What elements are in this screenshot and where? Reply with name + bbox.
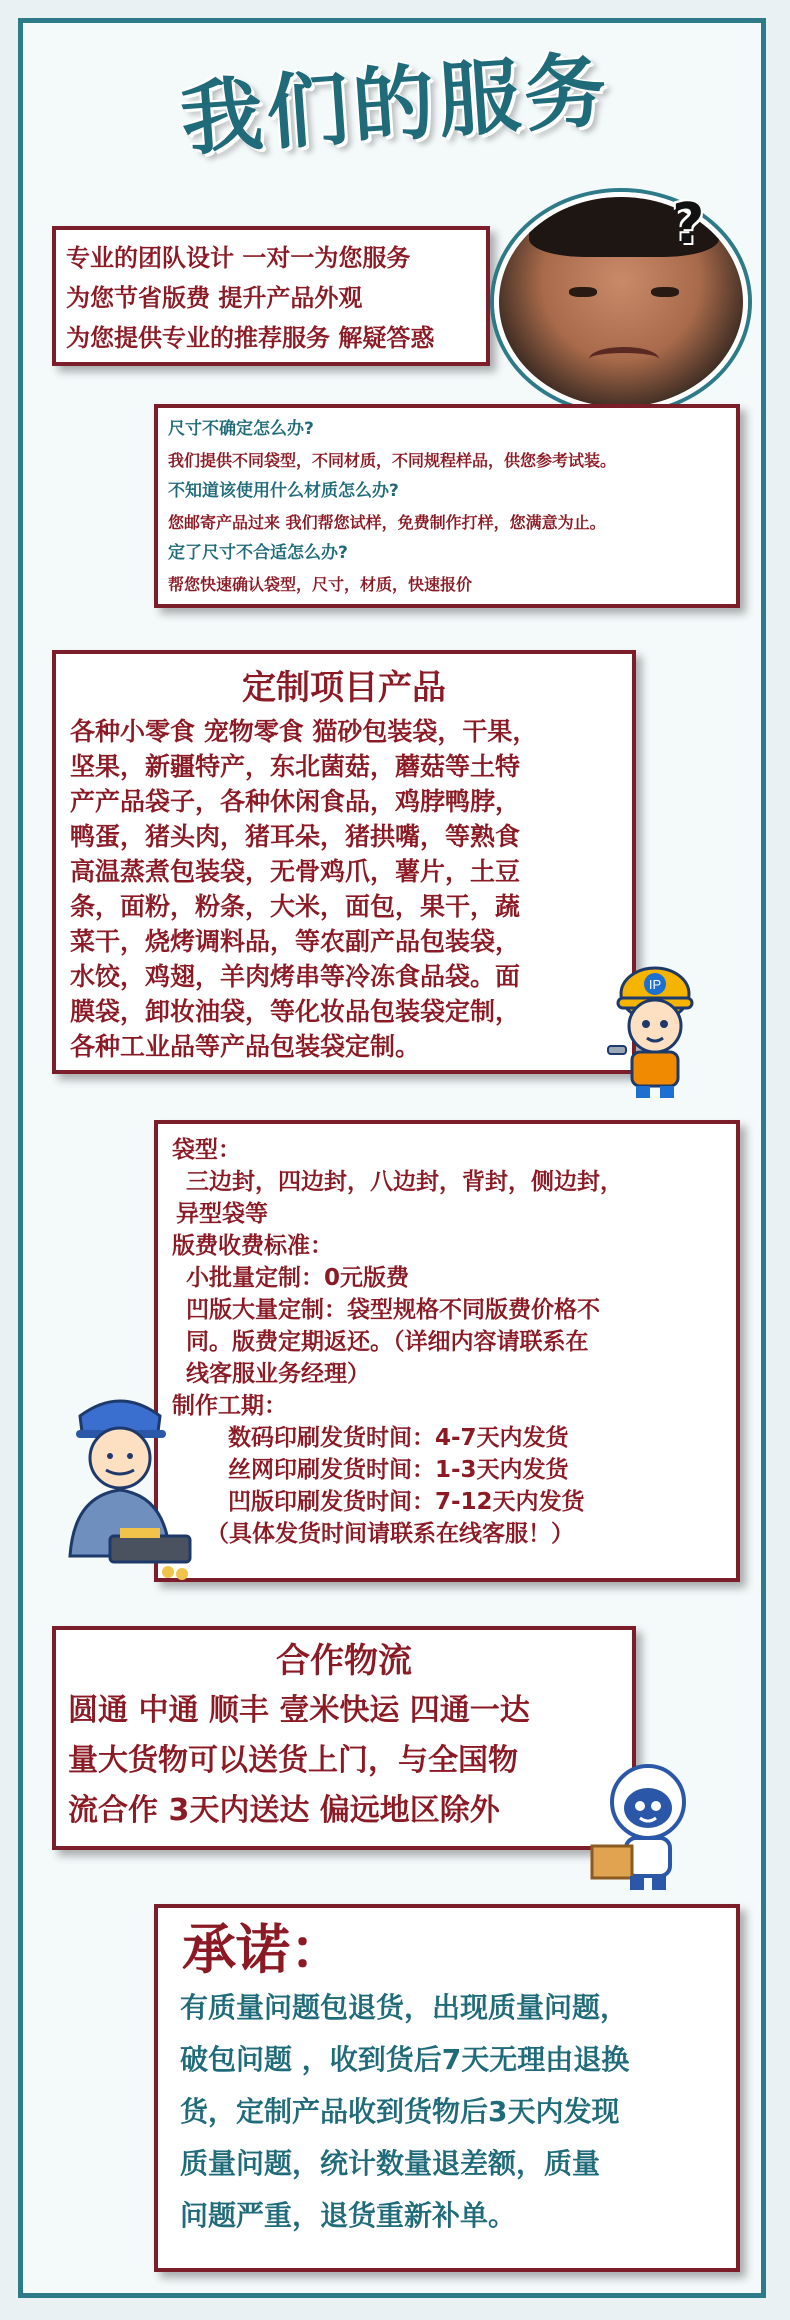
custom-line: 菜干，烧烤调料品，等农副产品包装袋， <box>70 927 521 956</box>
bag-type-line: 三边封，四边封，八边封，背封，侧边封， <box>186 1169 623 1195</box>
faq-question: 定了尺寸不合适怎么办? <box>168 543 348 563</box>
promise-line: 质量问题，统计数量退差额，质量 <box>180 2147 601 2180</box>
custom-heading: 定制项目产品 <box>242 668 446 708</box>
faq-answer: 我们提供不同袋型，不同材质，不同规程样品，供您参考试装。 <box>168 451 617 470</box>
promise-line: 有质量问题包退货，出现质量问题， <box>180 1991 629 2024</box>
faq-answer: 您邮寄产品过来 我们帮您试样，免费制作打样，您满意为止。 <box>168 513 606 532</box>
fee-line: 凹版大量定制：袋型规格不同版费价格不 <box>186 1297 600 1323</box>
custom-line: 产产品袋子，各种休闲食品，鸡脖鸭脖， <box>70 787 521 816</box>
logistics-line: 流合作 3天内送达 偏远地区除外 <box>68 1793 500 1828</box>
period-line: 凹版印刷发货时间：7-12天内发货 <box>228 1489 585 1515</box>
bag-type-label: 袋型： <box>172 1137 241 1163</box>
bag-info-box <box>154 1120 740 1582</box>
bag-type-line: 异型袋等 <box>176 1201 268 1227</box>
promise-heading: 承诺： <box>182 1918 344 1981</box>
mouth-shape <box>589 347 659 371</box>
custom-products-box <box>52 650 636 1074</box>
logistics-line: 圆通 中通 顺丰 壹米快运 四通一达 <box>68 1693 530 1728</box>
promise-line: 破包问题 ，收到货后7天无理由退换 <box>180 2043 630 2076</box>
delivery-mascot-icon <box>586 1760 702 1896</box>
faq-question: 不知道该使用什么材质怎么办? <box>168 481 399 501</box>
logistics-box <box>52 1626 636 1850</box>
faq-answer: 帮您快速确认袋型，尺寸，材质，快速报价 <box>168 575 473 594</box>
fee-line: 线客服业务经理） <box>186 1361 370 1387</box>
intro-box <box>52 226 490 366</box>
period-label: 制作工期： <box>172 1393 287 1419</box>
worker-mascot-icon <box>600 954 710 1100</box>
page-title: 我们的服务 <box>177 43 614 168</box>
fee-label: 版费收费标准： <box>172 1233 333 1259</box>
eyes-shape <box>569 287 679 301</box>
faq-question: 尺寸不确定怎么办? <box>168 419 314 439</box>
custom-line: 各种工业品等产品包装袋定制。 <box>70 1032 421 1061</box>
custom-line: 坚果，新疆特产，东北菌菇，蘑菇等土特 <box>70 752 521 781</box>
custom-line: 高温蒸煮包装袋，无骨鸡爪，薯片，土豆 <box>70 857 521 886</box>
question-mark-icon: ? <box>672 192 705 257</box>
intro-line: 为您节省版费 提升产品外观 <box>66 284 363 312</box>
promise-line: 货，定制产品收到货物后3天内发现 <box>180 2095 620 2128</box>
custom-line: 条，面粉，粉条，大米，面包，果干，蔬 <box>70 892 521 921</box>
custom-line: 膜袋，卸妆油袋，等化妆品包装袋定制， <box>70 997 521 1026</box>
custom-line: 各种小零食 宠物零食 猫砂包装袋，干果， <box>70 717 538 746</box>
logistics-line: 量大货物可以送货上门，与全国物 <box>68 1743 518 1778</box>
period-line: （具体发货时间请联系在线客服！） <box>206 1521 574 1547</box>
custom-line: 水饺，鸡翅，羊肉烤串等冷冻食品袋。面 <box>70 962 521 991</box>
promise-line: 问题严重，退货重新补单。 <box>180 2199 517 2232</box>
period-line: 丝网印刷发货时间：1-3天内发货 <box>228 1457 569 1483</box>
fee-line: 小批量定制：0元版费 <box>186 1265 410 1291</box>
promise-box <box>154 1904 740 2272</box>
period-line: 数码印刷发货时间：4-7天内发货 <box>228 1425 569 1451</box>
logistics-heading: 合作物流 <box>276 1641 412 1681</box>
mascot-badge-label: IP <box>648 977 662 992</box>
fee-line: 同。版费定期返还。（详细内容请联系在 <box>186 1329 589 1355</box>
faq-box <box>154 404 740 608</box>
custom-line: 鸭蛋，猪头肉，猪耳朵，猪拱嘴，等熟食 <box>70 822 521 851</box>
intro-line: 为您提供专业的推荐服务 解疑答惑 <box>66 324 435 352</box>
intro-line: 专业的团队设计 一对一为您服务 <box>66 244 411 272</box>
cashier-mascot-icon <box>40 1386 200 1586</box>
